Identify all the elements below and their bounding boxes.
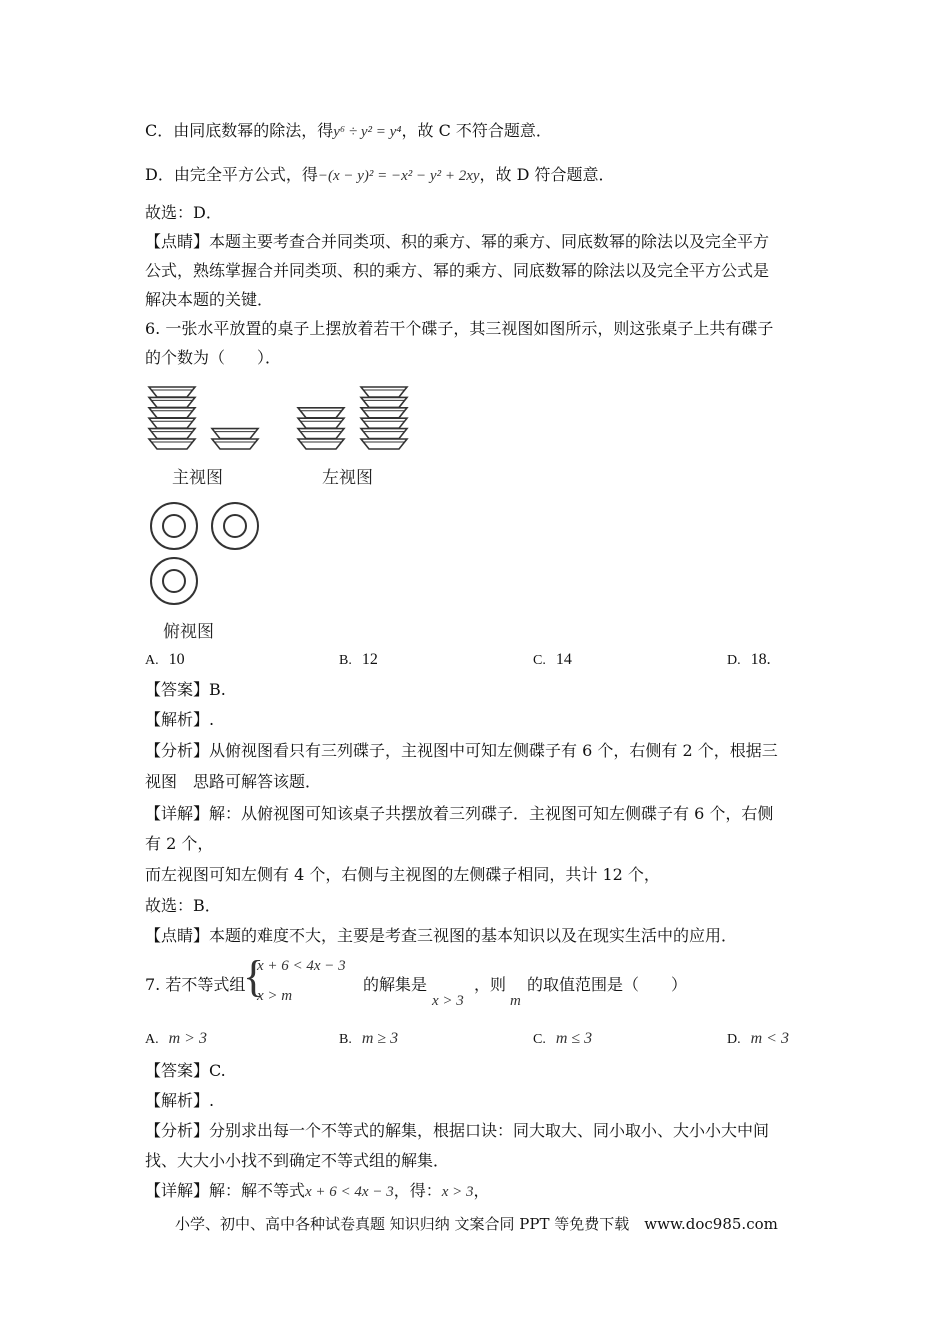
q7-option-b-value: m ≥ 3 [361, 1030, 399, 1047]
q6-fenxi-line1: 【分析】从俯视图看只有三列碟子，主视图中可知左侧碟子有 6 个，右侧有 2 个，根据三 [145, 741, 778, 760]
q6-option-b-label: B. [339, 653, 352, 668]
plate [298, 408, 344, 418]
q7-option-c-label: C. [533, 1032, 546, 1047]
q7-xiangjie-math2: x > 3 [441, 1184, 474, 1200]
top-view-plate-3 [151, 558, 197, 604]
q7-option-a [145, 1029, 207, 1048]
q6-xiangjie-line2: 有 2 个， [145, 834, 214, 853]
q7-jiexi: 【解析】. [145, 1091, 215, 1110]
q6-choose: 故选：B． [145, 896, 221, 915]
q7-answer: 【答案】C. [145, 1061, 226, 1080]
plate [361, 397, 407, 407]
top-view-caption: 俯视图 [163, 622, 214, 642]
q6-xiangjie-line3: 而左视图可知左侧有 4 个，右侧与主视图的左侧碟子相同，共计 12 个， [145, 865, 660, 884]
q7-system-line1: x + 6 < 4x − 3 [257, 958, 346, 974]
page-footer: 小学、初中、高中各种试卷真题 知识归纳 文案合同 PPT 等免费下载 www.doc985.com [175, 1215, 778, 1233]
top-view-circles [151, 503, 258, 604]
q7-fenxi-line2: 找、大大小小找不到确定不等式组的解集． [145, 1151, 450, 1170]
front-view-stack-left [149, 387, 195, 449]
q6-stem-line2: 的个数为（ ）． [145, 348, 282, 367]
q7-xiangjie-end: ， [473, 1181, 490, 1200]
plate [149, 418, 195, 428]
q7-option-a-label: A. [145, 1032, 159, 1047]
plate [149, 387, 195, 397]
q7-option-c-value: m ≤ 3 [555, 1030, 593, 1047]
q7-option-a-value: m > 3 [168, 1030, 207, 1047]
q6-option-d-value: 18. [750, 651, 771, 668]
q7-stem-mid: 的解集是 [363, 975, 428, 994]
q7-xiangjie-prefix: 【详解】解：解不等式 [145, 1181, 306, 1200]
three-view-figure [140, 375, 430, 645]
plate [361, 439, 407, 449]
q7-stem-then: ，则 [474, 975, 507, 994]
q7-option-b-label: B. [339, 1032, 352, 1047]
q5-choose: 故选：D． [145, 203, 222, 222]
q5-dianjing-line2: 公式，熟练掌握合并同类项、积的乘方、幂的乘方、同底数幂的除法以及完全平方公式是 [145, 261, 770, 280]
q6-option-a [145, 650, 185, 669]
q5-c-suffix: ，故 C 不符合题意． [401, 121, 552, 140]
q7-stem-suffix: 的取值范围是（ ） [527, 975, 688, 994]
q6-option-a-label: A. [145, 653, 159, 668]
q5-dianjing-line1: 【点睛】本题主要考查合并同类项、积的乘方、幂的乘方、同底数幂的除法以及完全平方 [145, 232, 770, 251]
q7-option-d [727, 1029, 789, 1048]
q7-option-d-value: m < 3 [750, 1030, 789, 1047]
plate [298, 429, 344, 439]
q7-variable: m [510, 993, 521, 1009]
top-view-plate-1 [151, 503, 197, 549]
q6-option-c-value: 14 [555, 651, 572, 668]
plate [149, 408, 195, 418]
plate [298, 418, 344, 428]
q6-option-b-value: 12 [361, 651, 378, 668]
q7-xiangjie-mid: ，得： [393, 1181, 442, 1200]
top-view-plate-2 [212, 503, 258, 549]
front-view-stack-right [212, 429, 258, 449]
q6-option-c-label: C. [533, 653, 546, 668]
plate [361, 387, 407, 397]
q6-xiangjie-line1: 【详解】解：从俯视图可知该桌子共摆放着三列碟子．主视图可知左侧碟子有 6 个，右侧 [145, 804, 774, 823]
q5-d-prefix: D．由完全平方公式，得 [145, 165, 318, 184]
q5-c-math: y⁶ ÷ y² = y⁴ [333, 124, 402, 140]
left-view-caption: 左视图 [322, 468, 373, 488]
q6-fenxi-line2: 视图 思路可解答该题． [145, 772, 322, 791]
q6-option-c [533, 650, 572, 669]
q6-stem-line1: 6. 一张水平放置的桌子上摆放着若干个碟子，其三视图如图所示，则这张桌子上共有碟子 [145, 319, 774, 338]
q7-condition: x > 3 [432, 993, 464, 1009]
plate [212, 429, 258, 439]
q5-option-c-analysis [145, 121, 552, 142]
q6-dianjing: 【点睛】本题的难度不大，主要是考查三视图的基本知识以及在现实生活中的应用． [145, 926, 738, 945]
q7-option-b [339, 1029, 398, 1048]
plate [361, 429, 407, 439]
q7-fenxi-line1: 【分析】分别求出每一个不等式的解集，根据口诀：同大取大、同小取小、大小小大中间 [145, 1121, 770, 1140]
front-view-caption: 主视图 [172, 468, 223, 488]
q7-system-brace: { [243, 952, 265, 1001]
q5-dianjing-line3: 解决本题的关键． [145, 290, 274, 309]
q6-option-b [339, 650, 378, 669]
q7-option-c [533, 1029, 592, 1048]
q6-answer: 【答案】B. [145, 680, 226, 699]
left-view-stack-right [361, 387, 407, 449]
plate [298, 439, 344, 449]
q7-stem-prefix: 7. 若不等式组 [145, 975, 246, 994]
q7-xiangjie [145, 1181, 490, 1202]
plate [149, 439, 195, 449]
q7-xiangjie-math1: x + 6 < 4x − 3 [305, 1184, 394, 1200]
plate [361, 408, 407, 418]
q6-option-d [727, 650, 771, 669]
q6-option-d-label: D. [727, 653, 741, 668]
plate [361, 418, 407, 428]
q5-c-prefix: C．由同底数幂的除法，得 [145, 121, 334, 140]
left-view-stack-left [298, 408, 344, 449]
q7-system-line2: x > m [257, 988, 293, 1004]
q7-option-d-label: D. [727, 1032, 741, 1047]
q5-d-math: −(x − y)² = −x² − y² + 2xy [317, 168, 480, 184]
plate [149, 397, 195, 407]
q5-option-d-analysis [145, 165, 615, 186]
plate [149, 429, 195, 439]
q6-jiexi: 【解析】. [145, 710, 215, 729]
q5-d-suffix: ，故 D 符合题意． [479, 165, 615, 184]
q6-option-a-value: 10 [168, 651, 185, 668]
plate [212, 439, 258, 449]
